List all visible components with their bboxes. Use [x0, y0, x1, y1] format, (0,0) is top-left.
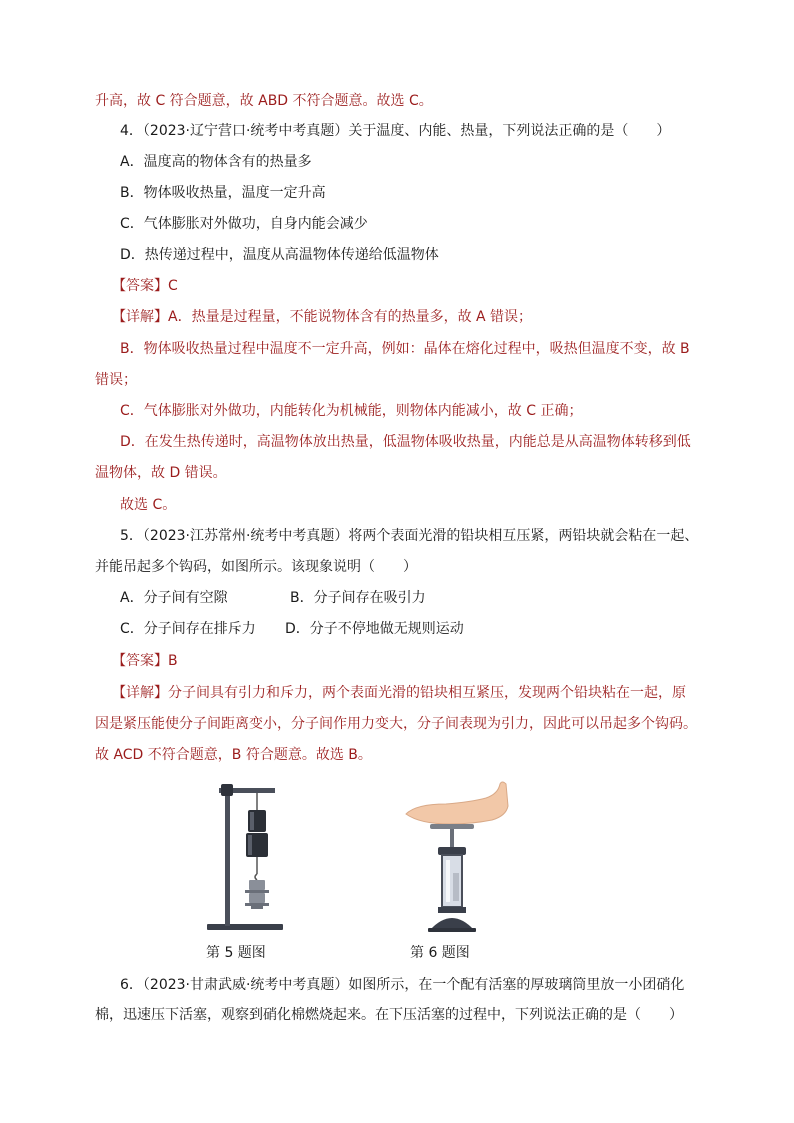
- q4-detail-line-6: 温物体，故 D 错误。: [95, 465, 227, 481]
- q4-detail-tag: 【详解】: [112, 309, 168, 325]
- q5-option-b: B．分子间存在吸引力: [290, 590, 426, 606]
- q5-answer-tag: 【答案】: [112, 653, 168, 669]
- q5-option-c: C．分子间存在排斥力: [120, 621, 256, 637]
- q4-detail-line-4: C．气体膨胀对外做功，内能转化为机械能，则物体内能减小，故 C 正确；: [120, 403, 583, 419]
- q4-option-b: B．物体吸收热量，温度一定升高: [120, 185, 326, 201]
- piston-knob: [430, 824, 474, 829]
- hand: [406, 782, 508, 824]
- q4-answer: [112, 277, 178, 295]
- q4-stem: 4．（2023·辽宁营口·统考中考真题）关于温度、内能、热量，下列说法正确的是（ ）: [120, 123, 671, 139]
- figure-5-caption: 第 5 题图: [206, 945, 266, 961]
- q5-stem-line-1: 5．（2023·江苏常州·统考中考真题）将两个表面光滑的铅块相互压紧，两铅块就会粘在一起、: [120, 528, 699, 544]
- q4-conclusion: 故选 C。: [120, 497, 177, 513]
- q5-detail-tag: 【详解】: [112, 685, 168, 701]
- q4-detail-line-2: B．物体吸收热量过程中温度不一定升高，例如：晶体在熔化过程中，吸热但温度不变，故 B: [120, 341, 690, 357]
- q4-detail-line-1: 【详解】A．热量是过程量，不能说物体含有的热量多，故 A 错误；: [112, 309, 533, 325]
- figure-6-caption: 第 6 题图: [410, 945, 470, 961]
- figure-6-piston-tube: [400, 778, 510, 934]
- q6-stem-line-2: 棉，迅速压下活塞，观察到硝化棉燃烧起来。在下压活塞的过程中，下列说法正确的是（ ）: [95, 1007, 683, 1023]
- q5-detail-line-3: 故 ACD 不符合题意，B 符合题意。故选 B。: [95, 747, 372, 763]
- q5-stem-line-2: 并能吊起多个钩码，如图所示。该现象说明（ ）: [95, 559, 417, 575]
- stand-rod: [225, 784, 230, 926]
- hook-weight-1: [249, 880, 265, 890]
- q4-answer-value: C: [168, 278, 178, 294]
- hook-weight-2: [249, 893, 265, 903]
- q4-option-c: C．气体膨胀对外做功，自身内能会减少: [120, 216, 368, 232]
- q4-option-d: D．热传递过程中，温度从高温物体传递给低温物体: [120, 247, 439, 263]
- q4-detail-line-3: 错误；: [95, 372, 137, 388]
- q5-detail-line-2: 因是紧压能使分子间距离变小，分子间作用力变大，分子间表现为引力，因此可以吊起多个钩码。: [95, 716, 697, 732]
- stand-base: [207, 924, 283, 930]
- piston-rod: [450, 829, 454, 847]
- figure-5-lead-blocks-stand: [205, 778, 295, 934]
- q5-answer-value: B: [168, 653, 178, 669]
- q6-stem-line-1: 6．（2023·甘肃武威·统考中考真题）如图所示，在一个配有活塞的厚玻璃筒里放一小团硝化: [120, 977, 685, 993]
- q4-detail-line-5: D．在发生热传递时，高温物体放出热量，低温物体吸收热量，内能总是从高温物体转移到低: [120, 434, 691, 450]
- prev-explanation-tail: 升高，故 C 符合题意，故 ABD 不符合题意。故选 C。: [95, 93, 433, 109]
- stand-clamp: [221, 784, 233, 796]
- q5-answer: [112, 652, 178, 670]
- q5-detail-line-1: 【详解】分子间具有引力和斥力，两个表面光滑的铅块相互紧压，发现两个铅块粘在一起，原: [112, 685, 686, 701]
- q4-option-a: A．温度高的物体含有的热量多: [120, 154, 312, 170]
- q5-option-d: D．分子不停地做无规则运动: [285, 621, 464, 637]
- q5-option-a: A．分子间有空隙: [120, 590, 228, 606]
- q4-answer-tag: 【答案】: [112, 278, 168, 294]
